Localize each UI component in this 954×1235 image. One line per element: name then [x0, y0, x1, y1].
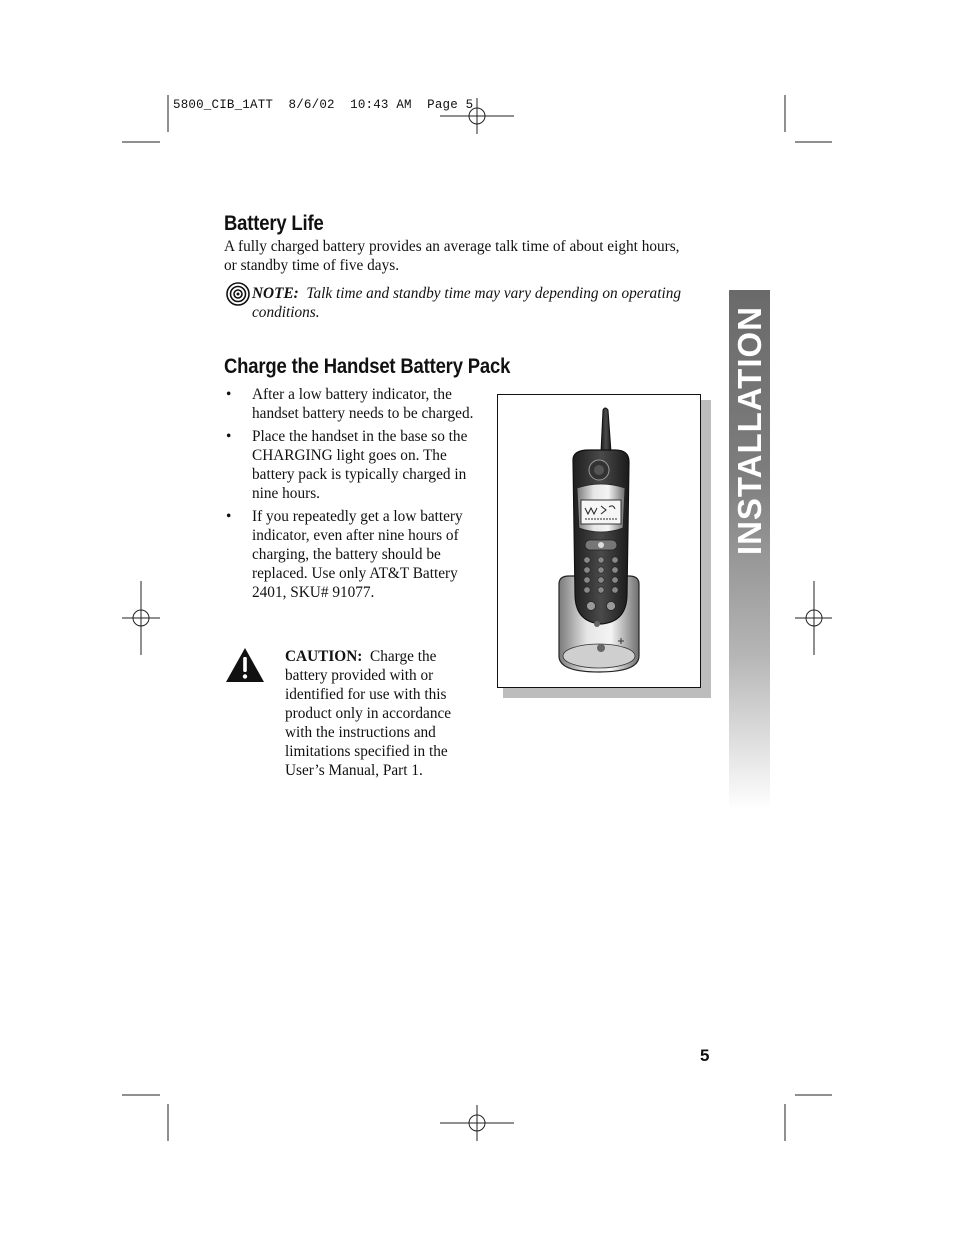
illustration-frame — [497, 394, 701, 688]
registration-mark-icon — [122, 581, 160, 655]
charge-heading: Charge the Handset Battery Pack — [224, 355, 511, 378]
note-label: NOTE: — [252, 285, 299, 302]
print-slug: 5800_CIB_1ATT 8/6/02 10:43 AM Page 5 — [173, 98, 474, 112]
cordless-phone-illustration — [497, 394, 701, 688]
list-item: • Place the handset in the base so the CHARGING light goes on. The battery pack is typically charged in nine hours. — [224, 427, 476, 503]
list-item: • After a low battery indicator, the handset battery needs to be charged. — [224, 385, 476, 423]
target-note-icon — [226, 282, 250, 306]
caution-body: Charge the battery provided with or identified for use with this product only in accordance with the instructions and limitations specified in the User’s Manual, Part 1. — [285, 648, 452, 779]
page-number: 5 — [700, 1046, 710, 1065]
registration-mark-icon — [795, 581, 832, 655]
list-item: • If you repeatedly get a low battery indicator, even after nine hours of charging, the battery should be replaced. Use only AT&T Battery 2401, SKU# 91077. — [224, 507, 476, 602]
charge-bullet-list — [224, 385, 476, 606]
note-body: Talk time and standby time may vary depending on operating conditions. — [252, 285, 681, 321]
battery-life-paragraph: A fully charged battery provides an average talk time of about eight hours, or standby time of five days. — [224, 238, 680, 274]
caution-label: CAUTION: — [285, 648, 363, 665]
section-tab-label: INSTALLATION — [730, 306, 768, 556]
caution-text — [285, 647, 475, 780]
note-text — [252, 284, 682, 322]
section-tab — [729, 290, 770, 810]
battery-life-heading: Battery Life — [224, 212, 324, 235]
registration-mark-icon — [440, 1105, 514, 1141]
caution-triangle-icon — [226, 648, 266, 684]
